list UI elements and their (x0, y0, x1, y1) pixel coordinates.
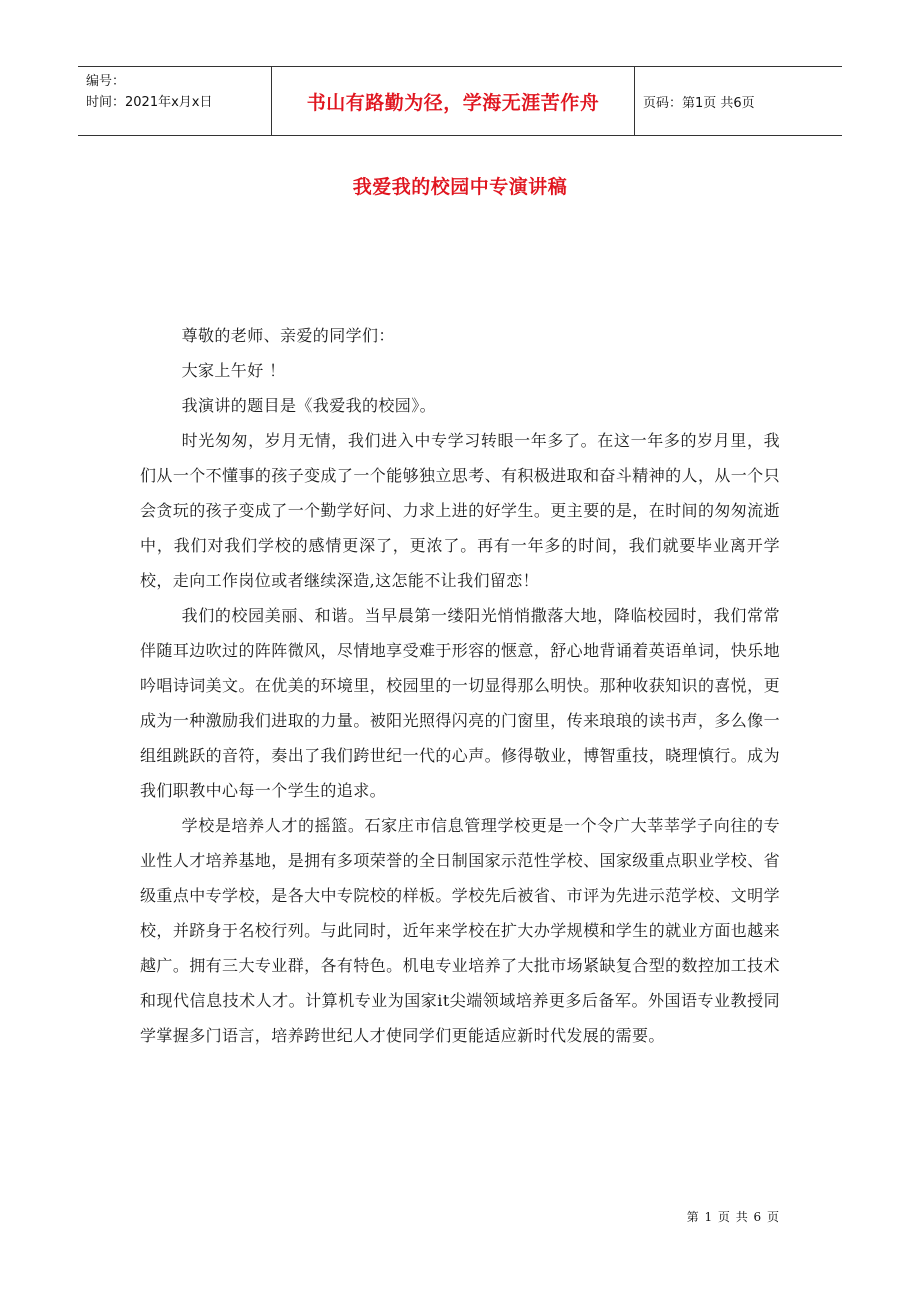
document-title: 我爱我的校园中专演讲稿 (352, 176, 568, 198)
body-paragraph: 我们的校园美丽、和谐。当早晨第一缕阳光悄悄撒落大地，降临校园时，我们常常伴随耳边吹过的阵阵微风，尽情地享受难于形容的惬意，舒心地背诵着英语单词，快乐地吟唱诗词美文。在优美的环境里，校园里的一切显得那么明快。那种收获知识的喜悦，更成为一种激励我们进取的力量。被阳光照得闪亮的门窗里，传来琅琅的读书声，多么像一组组跳跃的音符，奏出了我们跨世纪一代的心声。修得敬业，博智重技，晓理慎行。成为我们职教中心每一个学生的追求。 (140, 606, 780, 800)
salutation: 尊敬的老师、亲爱的同学们： (181, 326, 395, 345)
header-page-info: 页码：第1页 共6页 (643, 95, 755, 111)
body-paragraph: 时光匆匆，岁月无情，我们进入中专学习转眼一年多了。在这一年多的岁月里，我们从一个不懂事的孩子变成了一个能够独立思考、有积极进取和奋斗精神的人，从一个只会贪玩的孩子变成了一个勤学好问、力求上进的好学生。更主要的是，在时间的匆匆流逝中，我们对我们学校的感情更深了，更浓了。再有一年多的时间，我们就要毕业离开学校，走向工作岗位或者继续深造,这怎能不让我们留恋！ (140, 431, 780, 590)
body-paragraph: 学校是培养人才的摇篮。石家庄市信息管理学校更是一个令广大莘莘学子向往的专业性人才培养基地，是拥有多项荣誉的全日制国家示范性学校、国家级重点职业学校、省级重点中专学校，是各大中专院校的样板。学校先后被省、市评为先进示范学校、文明学校，并跻身于名校行列。与此同时，近年来学校在扩大办学规模和学生的就业方面也越来越广。拥有三大专业群，各有特色。机电专业培养了大批市场紧缺复合型的数控加工技术和现代信息技术人才。计算机专业为国家it尖端领域培养更多后备军。外国语专业教授同学掌握多门语言，培养跨世纪人才使同学们更能适应新时代发展的需要。 (140, 816, 780, 1045)
greeting: 大家上午好 ！ (181, 361, 286, 380)
speech-topic: 我演讲的题目是《我爱我的校园》。 (181, 396, 436, 415)
page-footer: 第 1 页 共 6 页 (686, 1210, 780, 1224)
header-meta (78, 67, 272, 135)
document-body (140, 318, 780, 1053)
document-number-label: 编号： (86, 74, 126, 89)
page-header (78, 66, 842, 136)
document-time: 时间：2021年x月x日 (86, 95, 213, 110)
header-motto: 书山有路勤为径，学海无涯苦作舟 (272, 67, 635, 135)
